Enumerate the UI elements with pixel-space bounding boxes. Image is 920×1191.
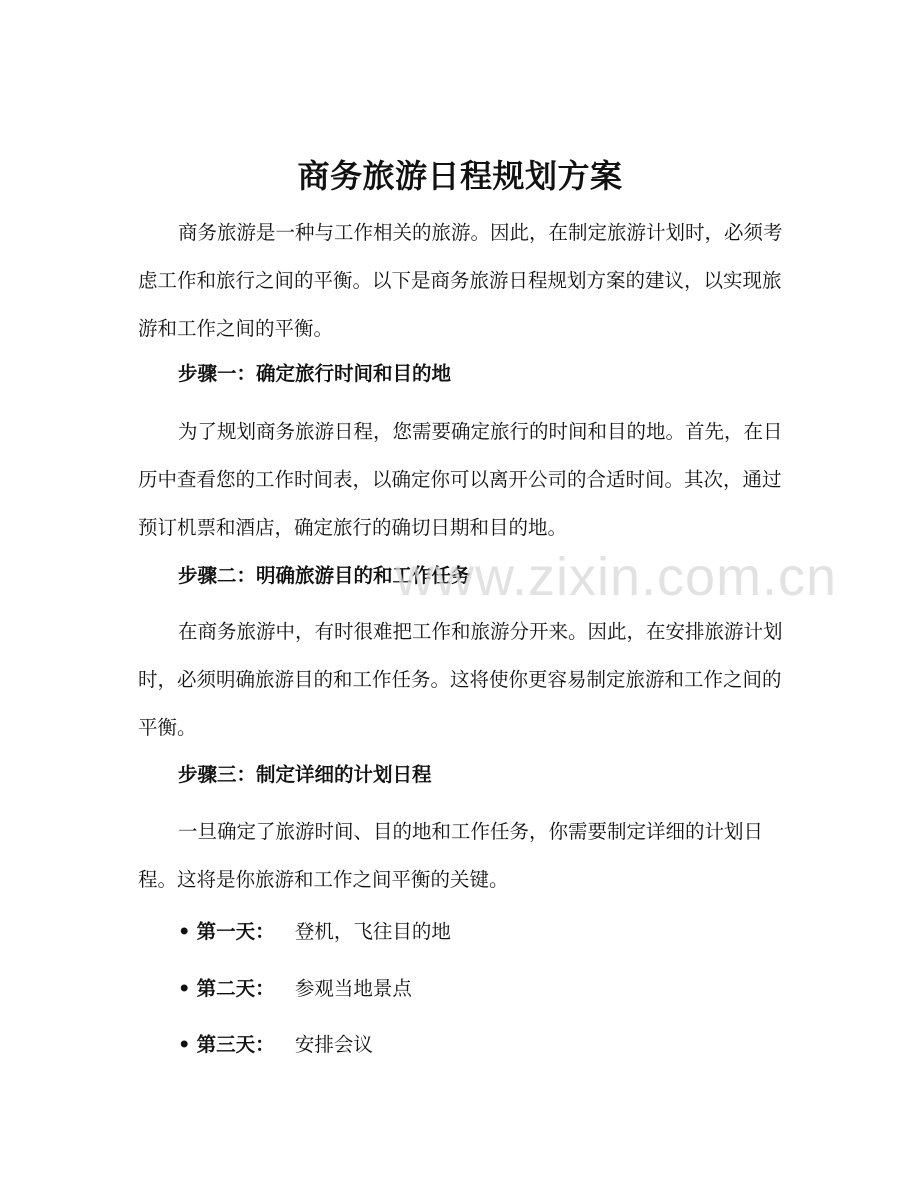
schedule-day-label: 第一天： bbox=[196, 920, 275, 943]
step-3-paragraph: 一旦确定了旅游时间、目的地和工作任务，你需要制定详细的计划日程。这将是你旅游和工作之间平衡的关键。 bbox=[138, 820, 764, 891]
schedule-day-label: 第二天： bbox=[196, 977, 275, 1000]
bullet-icon: • bbox=[178, 920, 191, 943]
schedule-activity: 安排会议 bbox=[294, 1033, 373, 1056]
step-1-paragraph: 为了规划商务旅游日程，您需要确定旅行的时间和目的地。首先，在日历中查看您的工作时间表，以确定你可以离开公司的合适时间。其次，通过预订机票和酒店，确定旅行的确切日期和目的地。 bbox=[138, 420, 783, 539]
schedule-day-label: 第三天： bbox=[196, 1033, 275, 1056]
step-1-heading: 步骤一：确定旅行时间和目的地 bbox=[178, 362, 452, 385]
schedule-activity: 登机，飞往目的地 bbox=[294, 920, 451, 943]
schedule-item-day-2 bbox=[178, 973, 412, 1005]
document-title: 商务旅游日程规划方案 bbox=[297, 157, 623, 195]
bullet-icon: • bbox=[178, 977, 191, 1000]
step-3-heading: 步骤三：制定详细的计划日程 bbox=[178, 763, 432, 786]
watermark: www.zixin.com.cn bbox=[395, 547, 838, 607]
schedule-activity: 参观当地景点 bbox=[294, 977, 412, 1000]
bullet-icon: • bbox=[178, 1033, 191, 1056]
intro-paragraph: 商务旅游是一种与工作相关的旅游。因此，在制定旅游计划时，必须考虑工作和旅行之间的平衡。以下是商务旅游日程规划方案的建议，以实现旅游和工作之间的平衡。 bbox=[138, 221, 783, 340]
schedule-item-day-1 bbox=[178, 916, 451, 948]
schedule-item-day-3 bbox=[178, 1029, 373, 1061]
step-2-heading: 步骤二：明确旅游目的和工作任务 bbox=[178, 564, 471, 587]
step-2-paragraph: 在商务旅游中，有时很难把工作和旅游分开来。因此，在安排旅游计划时，必须明确旅游目的和工作任务。这将使你更容易制定旅游和工作之间的平衡。 bbox=[138, 620, 783, 739]
